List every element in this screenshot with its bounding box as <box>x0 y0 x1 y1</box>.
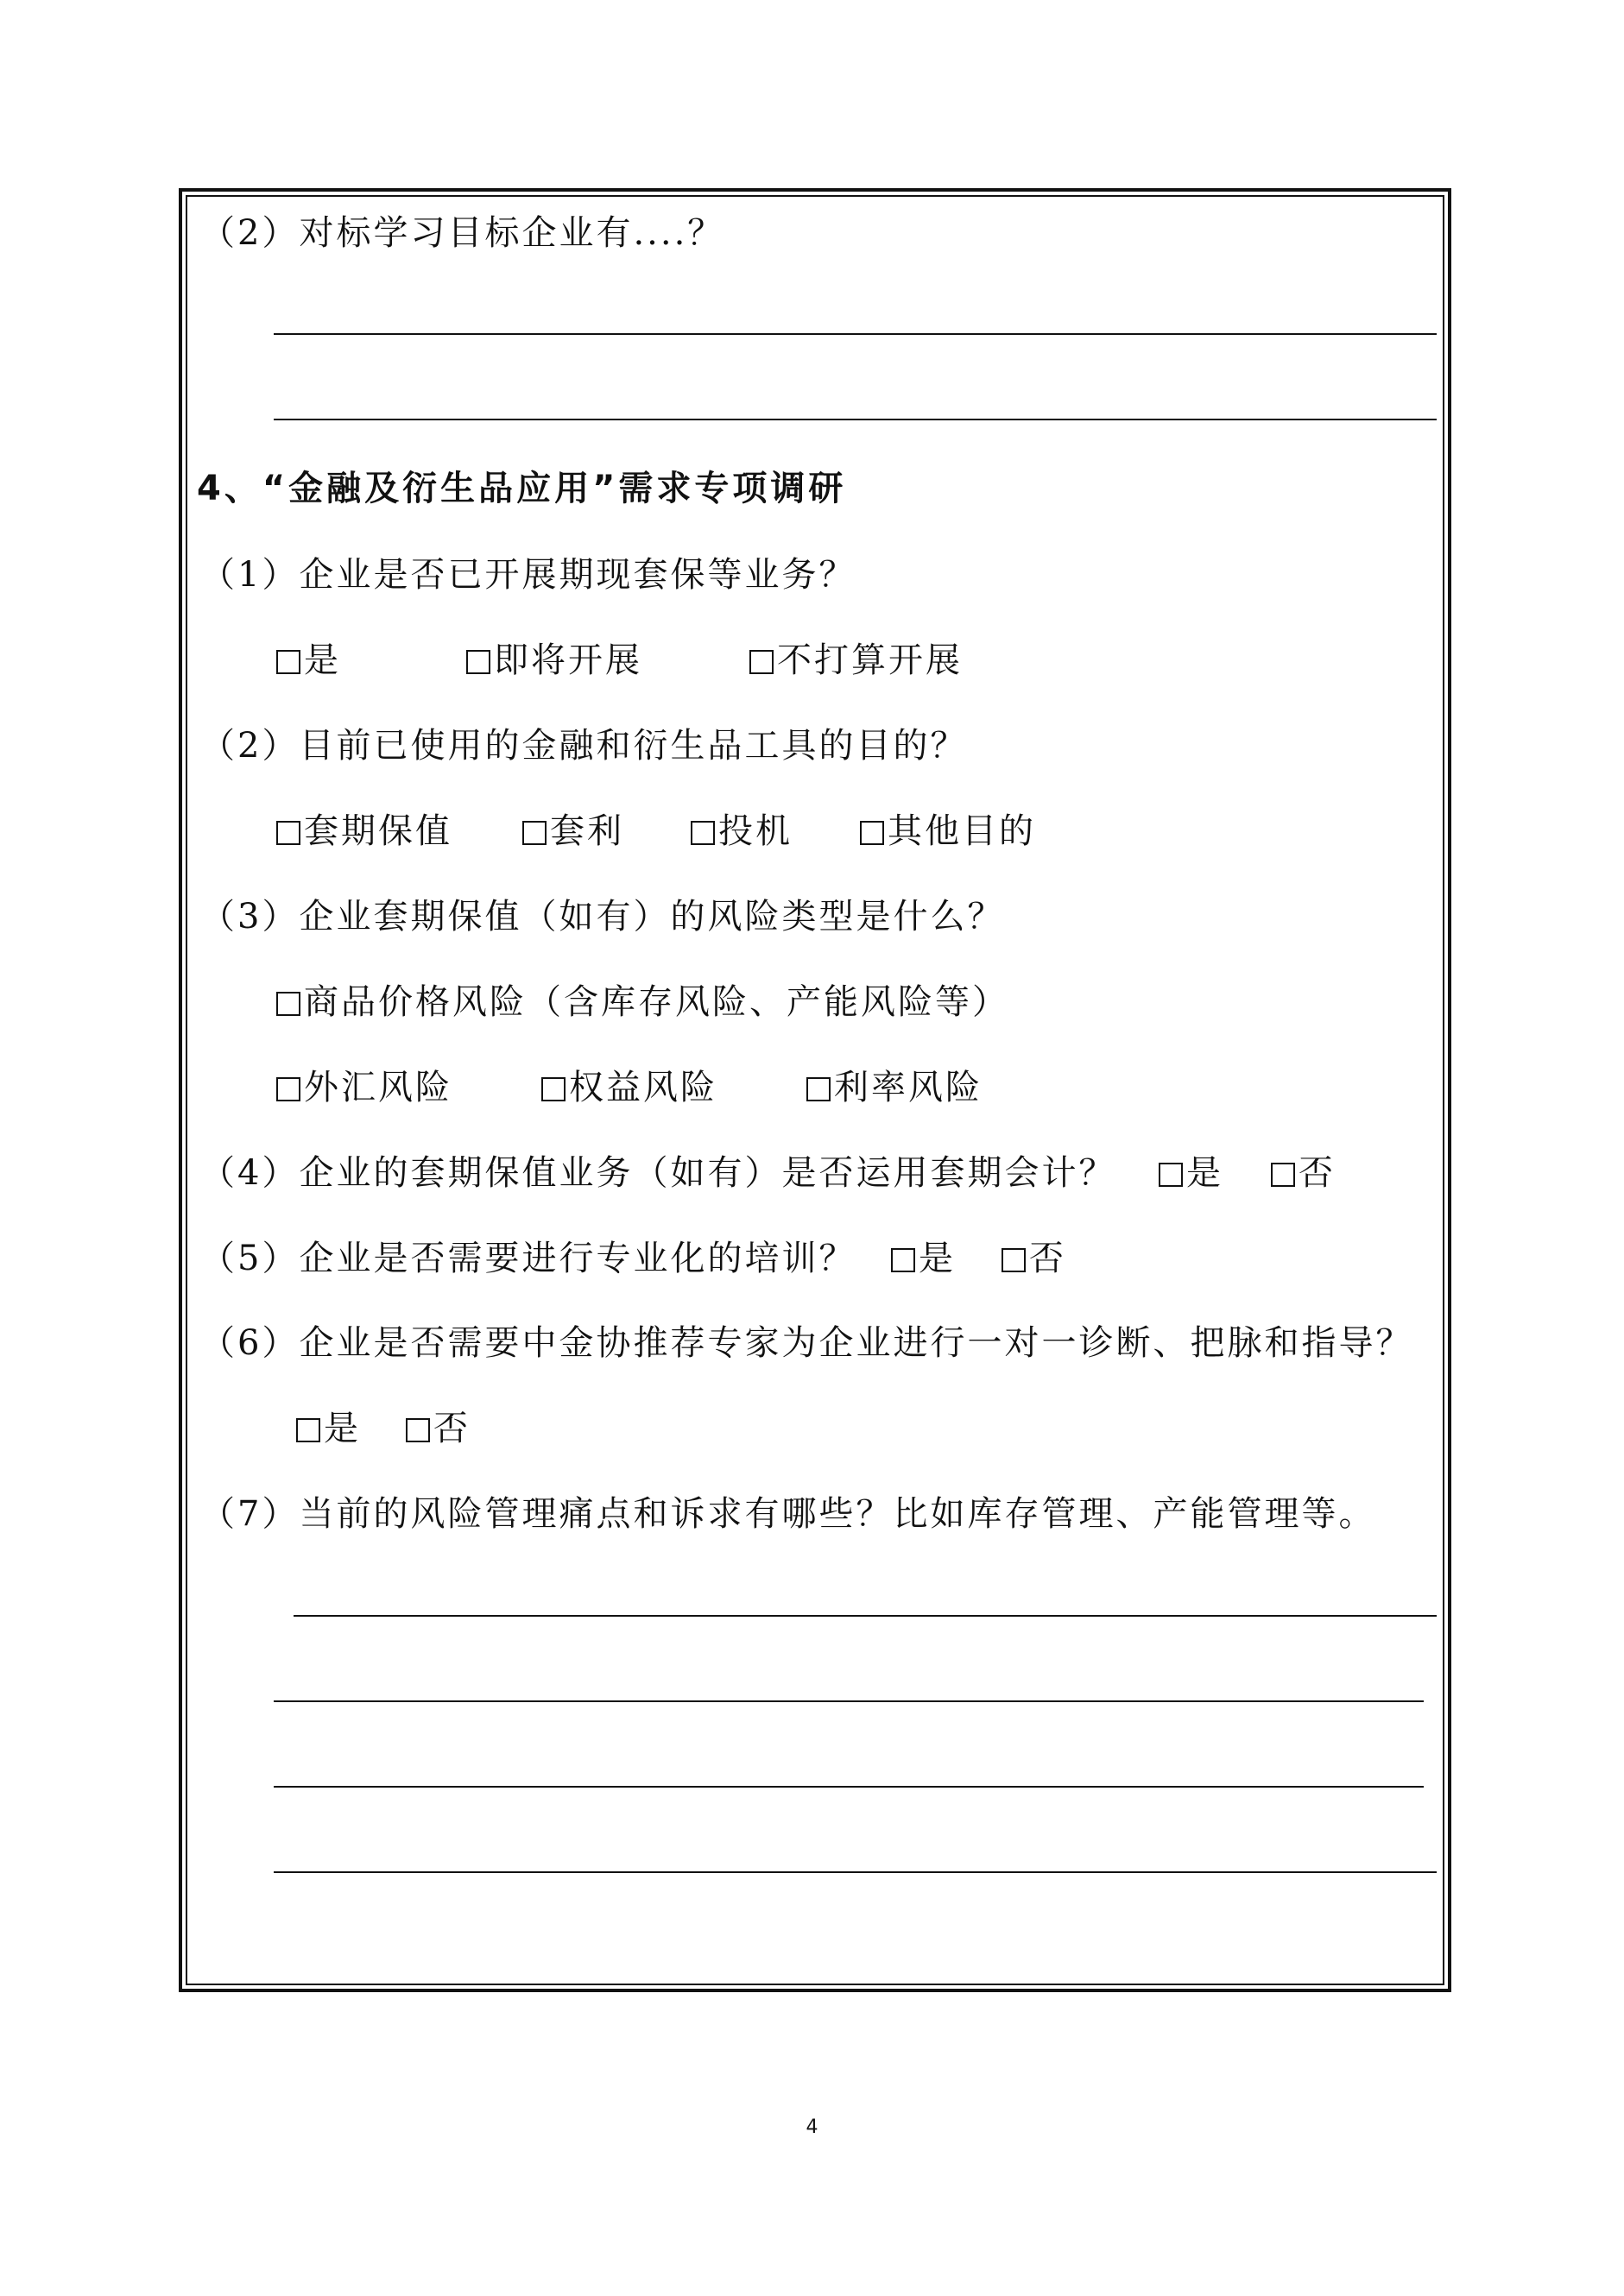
checkbox-icon[interactable] <box>1271 1163 1295 1187</box>
checkbox-option[interactable]: 投机 <box>691 807 793 855</box>
checkbox-icon[interactable] <box>276 1077 300 1101</box>
checkbox-icon[interactable] <box>406 1418 430 1442</box>
checkbox-icon[interactable] <box>891 1248 915 1272</box>
checkbox-option[interactable]: 否 <box>406 1404 471 1453</box>
checkbox-option[interactable]: 是 <box>1159 1149 1223 1197</box>
checkbox-icon[interactable] <box>276 650 300 674</box>
checkbox-icon[interactable] <box>466 650 490 674</box>
benchmark-question: （2）对标学习目标企业有....？ <box>200 213 725 253</box>
checkbox-option[interactable]: 商品价格风险（含库存风险、产能风险等） <box>276 978 1009 1026</box>
question-1: （1）企业是否已开展期现套保等业务？ <box>200 555 856 595</box>
checkbox-icon[interactable] <box>1002 1248 1026 1272</box>
checkbox-option[interactable]: 利率风险 <box>806 1063 983 1112</box>
checkbox-option[interactable]: 否 <box>1271 1149 1336 1197</box>
answer-line[interactable] <box>274 333 1437 335</box>
checkbox-icon[interactable] <box>276 992 300 1016</box>
question-6: （6）企业是否需要中金协推荐专家为企业进行一对一诊断、把脉和指导？ <box>200 1323 1413 1363</box>
checkbox-icon[interactable] <box>522 821 547 845</box>
answer-line[interactable] <box>274 419 1437 420</box>
checkbox-icon[interactable] <box>276 821 300 845</box>
checkbox-option[interactable]: 是 <box>891 1234 956 1283</box>
answer-line[interactable] <box>274 1786 1424 1788</box>
answer-line[interactable] <box>274 1871 1437 1873</box>
checkbox-icon[interactable] <box>296 1418 320 1442</box>
checkbox-option[interactable]: 权益风险 <box>541 1063 717 1112</box>
question-5: （5）企业是否需要进行专业化的培训？ <box>200 1239 856 1278</box>
checkbox-option[interactable]: 其他目的 <box>860 807 1036 855</box>
checkbox-option[interactable]: 否 <box>1002 1234 1066 1283</box>
answer-line[interactable] <box>274 1700 1424 1702</box>
question-2: （2）目前已使用的金融和衍生品工具的目的？ <box>200 726 968 766</box>
question-4: （4）企业的套期保值业务（如有）是否运用套期会计？ <box>200 1153 1116 1193</box>
checkbox-option[interactable]: 是 <box>276 636 341 684</box>
checkbox-option[interactable]: 不打算开展 <box>749 636 963 684</box>
checkbox-icon[interactable] <box>749 650 774 674</box>
checkbox-option[interactable]: 即将开展 <box>466 636 642 684</box>
checkbox-icon[interactable] <box>541 1077 566 1101</box>
checkbox-icon[interactable] <box>1159 1163 1183 1187</box>
checkbox-icon[interactable] <box>691 821 715 845</box>
checkbox-icon[interactable] <box>806 1077 831 1101</box>
question-7: （7）当前的风险管理痛点和诉求有哪些？比如库存管理、产能管理等。 <box>200 1494 1376 1534</box>
page-number: 4 <box>806 2116 818 2138</box>
checkbox-option[interactable]: 是 <box>296 1404 361 1453</box>
section-heading: 4、“金融及衍生品应用”需求专项调研 <box>197 469 847 508</box>
checkbox-icon[interactable] <box>860 821 884 845</box>
checkbox-option[interactable]: 外汇风险 <box>276 1063 452 1112</box>
checkbox-option[interactable]: 套期保值 <box>276 807 452 855</box>
checkbox-option[interactable]: 套利 <box>522 807 624 855</box>
answer-line[interactable] <box>294 1615 1437 1617</box>
question-3: （3）企业套期保值（如有）的风险类型是什么？ <box>200 897 1005 937</box>
